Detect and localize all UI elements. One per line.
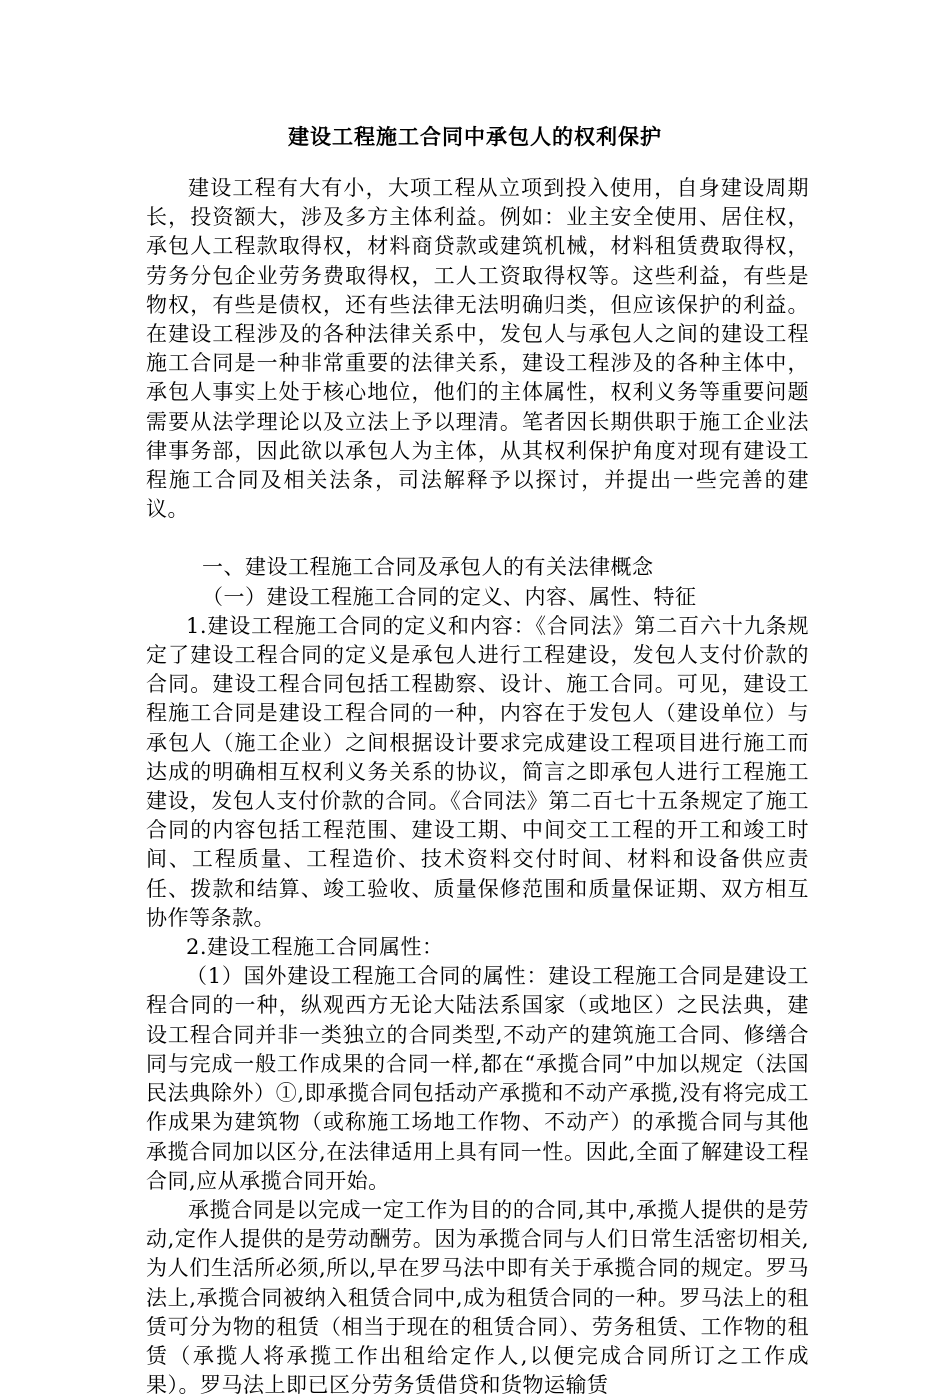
- section-heading: 一、建设工程施工合同及承包人的有关法律概念: [202, 555, 654, 580]
- sub-item-1-paragraph: （1）国外建设工程施工合同的属性：建设工程施工合同是建设工程合同的一种，纵观西方无论大陆法系国家（或地区）之民法典，建设工程合同并非一类独立的合同类型,不动产的建筑施工合同、修缮合同与完成一般工作成果的合同一样,都在“承揽合同”中加以规定（法国民法典除外）①,即承揽合同包括动产承揽和不动产承揽,没有将完成工作成果为建筑物（或称施工场地工作物、不动产）的承揽合同与其他承揽合同加以区分,在法律适用上具有同一性。因此,全面了解建设工程合同,应从承揽合同开始。: [146, 964, 809, 1193]
- document-body: [146, 174, 809, 1400]
- item-1-paragraph: 1.建设工程施工合同的定义和内容：《合同法》第二百六十九条规定了建设工程合同的定义是承包人进行工程建设，发包人支付价款的合同。建设工程合同包括工程勘察、设计、施工合同。可见，建设工程施工合同是建设工程合同的一种，内容在于发包人（建设单位）与承包人（施工企业）之间根据设计要求完成建设工程项目进行施工而达成的明确相互权利义务关系的协议，简言之即承包人进行工程施工建设，发包人支付价款的合同。《合同法》第二百七十五条规定了施工合同的内容包括工程范围、建设工期、中间交工工程的开工和竣工时间、工程质量、工程造价、技术资料交付时间、材料和设备供应责任、拨款和结算、竣工验收、质量保修范围和质量保证期、双方相互协作等条款。: [146, 613, 809, 930]
- item-2-heading: 2.建设工程施工合同属性：: [186, 935, 444, 960]
- paragraph-gap: [146, 524, 809, 553]
- contracting-paragraph: 承揽合同是以完成一定工作为目的的合同,其中,承揽人提供的是劳动,定作人提供的是劳动酬劳。因为承揽合同与人们日常生活密切相关,为人们生活所必须,所以,早在罗马法中即有关于承揽合同的规定。罗马法上,承揽合同被纳入租赁合同中,成为租赁合同的一种。罗马法上的租赁可分为物的租赁（相当于现在的租赁合同）、劳务租赁、工作物的租赁（承揽人将承揽工作出租给定作人,以便完成合同所订之工作成果）。罗马法上即已区分劳务赁借贷和货物运输赁: [146, 1197, 809, 1398]
- subsection-heading: （一）建设工程施工合同的定义、内容、属性、特征: [202, 584, 697, 609]
- intro-paragraph: 建设工程有大有小，大项工程从立项到投入使用，自身建设周期长，投资额大，涉及多方主体利益。例如：业主安全使用、居住权，承包人工程款取得权，材料商贷款或建筑机械，材料租赁费取得权，劳务分包企业劳务费取得权，工人工资取得权等。这些利益，有些是物权，有些是债权，还有些法律无法明确归类，但应该保护的利益。在建设工程涉及的各种法律关系中，发包人与承包人之间的建设工程施工合同是一种非常重要的法律关系，建设工程涉及的各种主体中，承包人事实上处于核心地位，他们的主体属性，权利义务等重要问题需要从法学理论以及立法上予以理清。笔者因长期供职于施工企业法律事务部，因此欲以承包人为主体，从其权利保护角度对现有建设工程施工合同及相关法条，司法解释予以探讨，并提出一些完善的建议。: [146, 176, 809, 522]
- document-title: 建设工程施工合同中承包人的权利保护: [288, 124, 662, 149]
